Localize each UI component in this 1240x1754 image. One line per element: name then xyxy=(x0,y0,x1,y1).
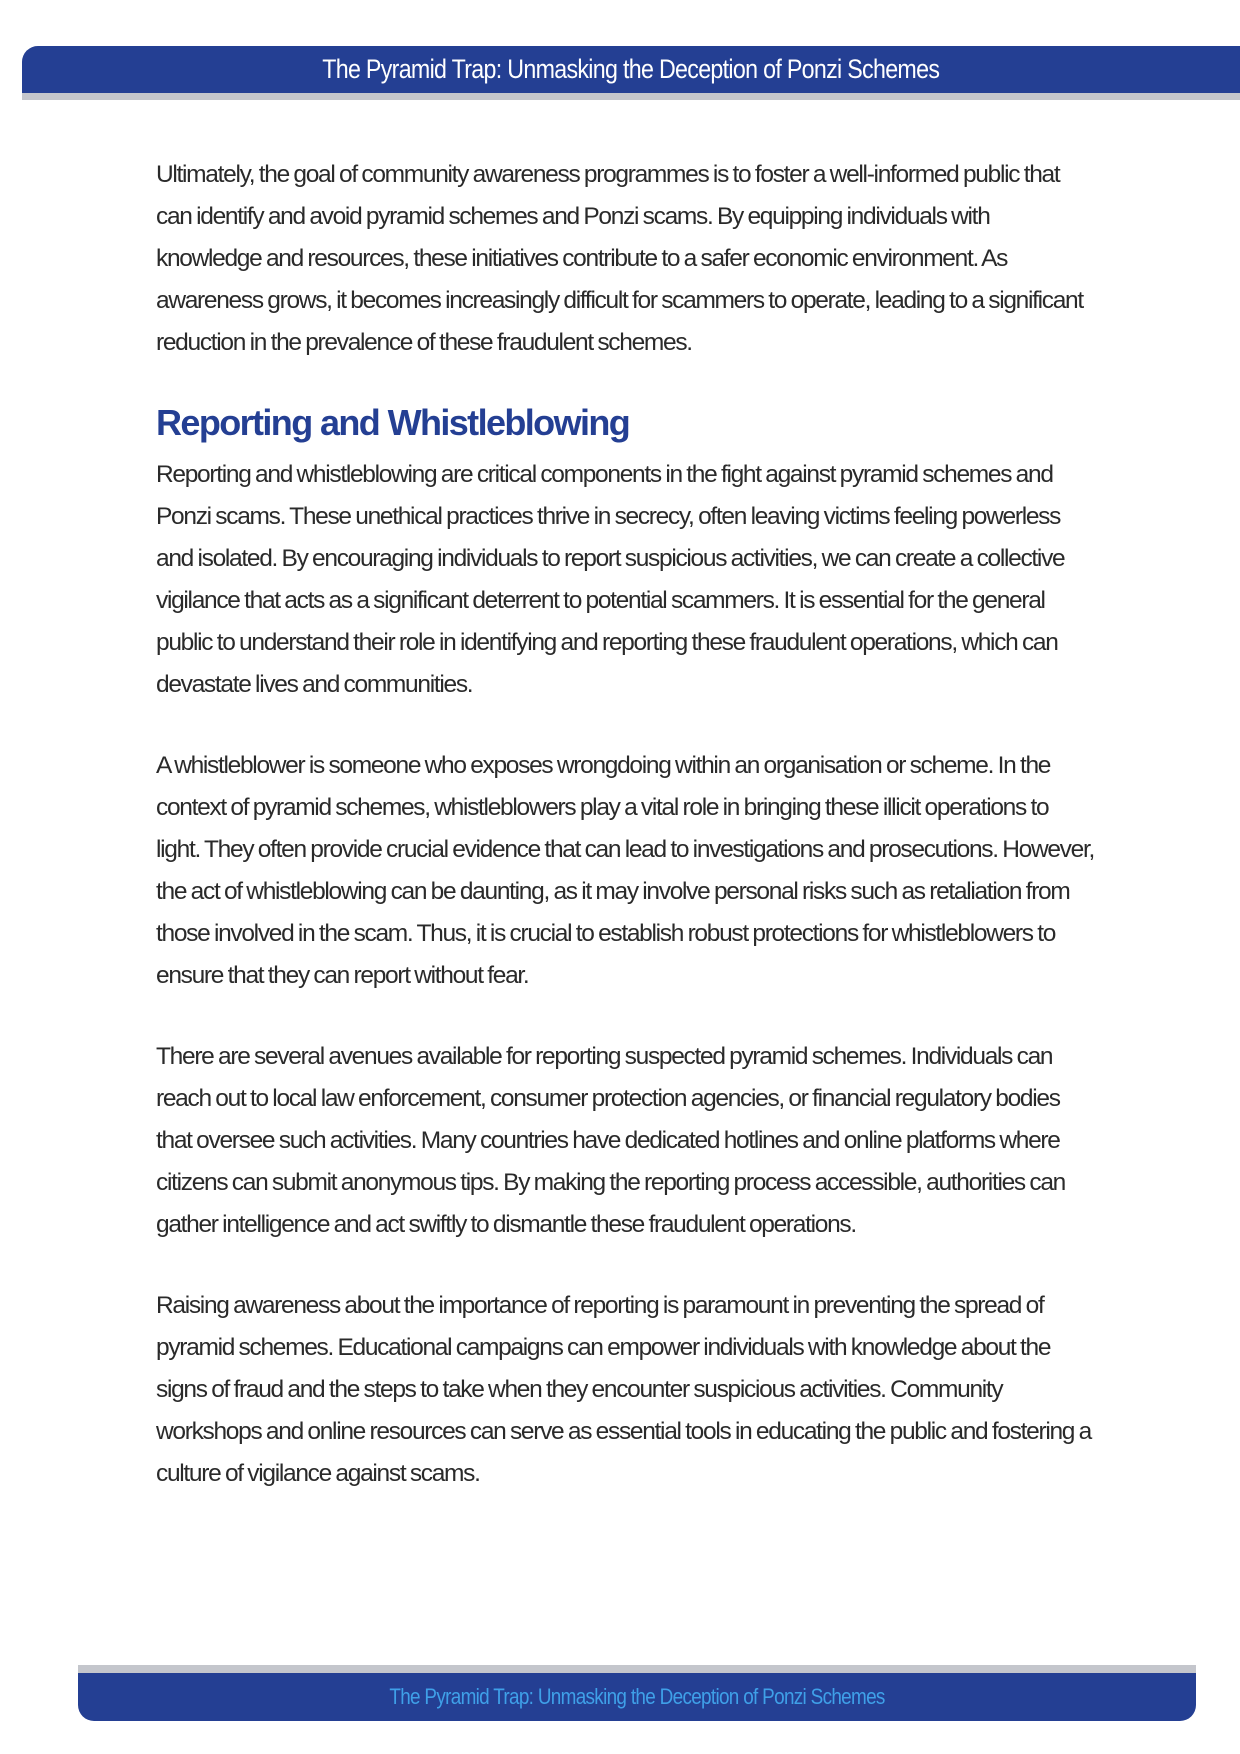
intro-paragraph: Ultimately, the goal of community awareness programmes is to foster a well-informed public that can identify and avoid pyramid schemes and Ponzi scams. By equipping individuals with knowledge and resources, these initiatives contribute to a safer economic environment. As awareness grows, it becomes increasingly difficult for scammers to operate, leading to a significant reduction in the prevalence of these fraudulent schemes. xyxy=(156,161,1083,356)
header-title: The Pyramid Trap: Unmasking the Deception of Ponzi Schemes xyxy=(322,54,940,84)
page-footer xyxy=(78,1673,1196,1721)
section-heading: Reporting and Whistleblowing xyxy=(156,402,630,443)
body-paragraph: A whistleblower is someone who exposes wrongdoing within an organisation or scheme. In the context of pyramid schemes, whistleblowers play a vital role in bringing these illicit operations to light. They often provide crucial evidence that can lead to investigations and prosecutions. However, the act of whistleblowing can be daunting, as it may involve personal risks such as retaliation from those involved in the scam. Thus, it is crucial to establish robust protections for whistleblowers to ensure that they can report without fear. xyxy=(156,752,1094,989)
page-body xyxy=(156,154,1096,1495)
footer-title: The Pyramid Trap: Unmasking the Deception of Ponzi Schemes xyxy=(389,1684,885,1709)
page-header xyxy=(22,46,1240,93)
body-paragraph: There are several avenues available for reporting suspected pyramid schemes. Individuals can reach out to local law enforcement, consumer protection agencies, or financial regulatory bodies that oversee such activities. Many countries have dedicated hotlines and online platforms where citizens can submit anonymous tips. By making the reporting process accessible, authorities can gather intelligence and act swiftly to dismantle these fraudulent operations. xyxy=(156,1043,1065,1238)
body-paragraph: Reporting and whistleblowing are critical components in the fight against pyramid schemes and Ponzi scams. These unethical practices thrive in secrecy, often leaving victims feeling powerless and isolated. By encouraging individuals to report suspicious activities, we can create a collective vigilance that acts as a significant deterrent to potential scammers. It is essential for the general public to understand their role in identifying and reporting these fraudulent operations, which can devastate lives and communities. xyxy=(156,461,1065,698)
body-paragraph: Raising awareness about the importance of reporting is paramount in preventing the spread of pyramid schemes. Educational campaigns can empower individuals with knowledge about the signs of fraud and the steps to take when they encounter suspicious activities. Community workshops and online resources can serve as essential tools in educating the public and fostering a culture of vigilance against scams. xyxy=(156,1292,1091,1487)
